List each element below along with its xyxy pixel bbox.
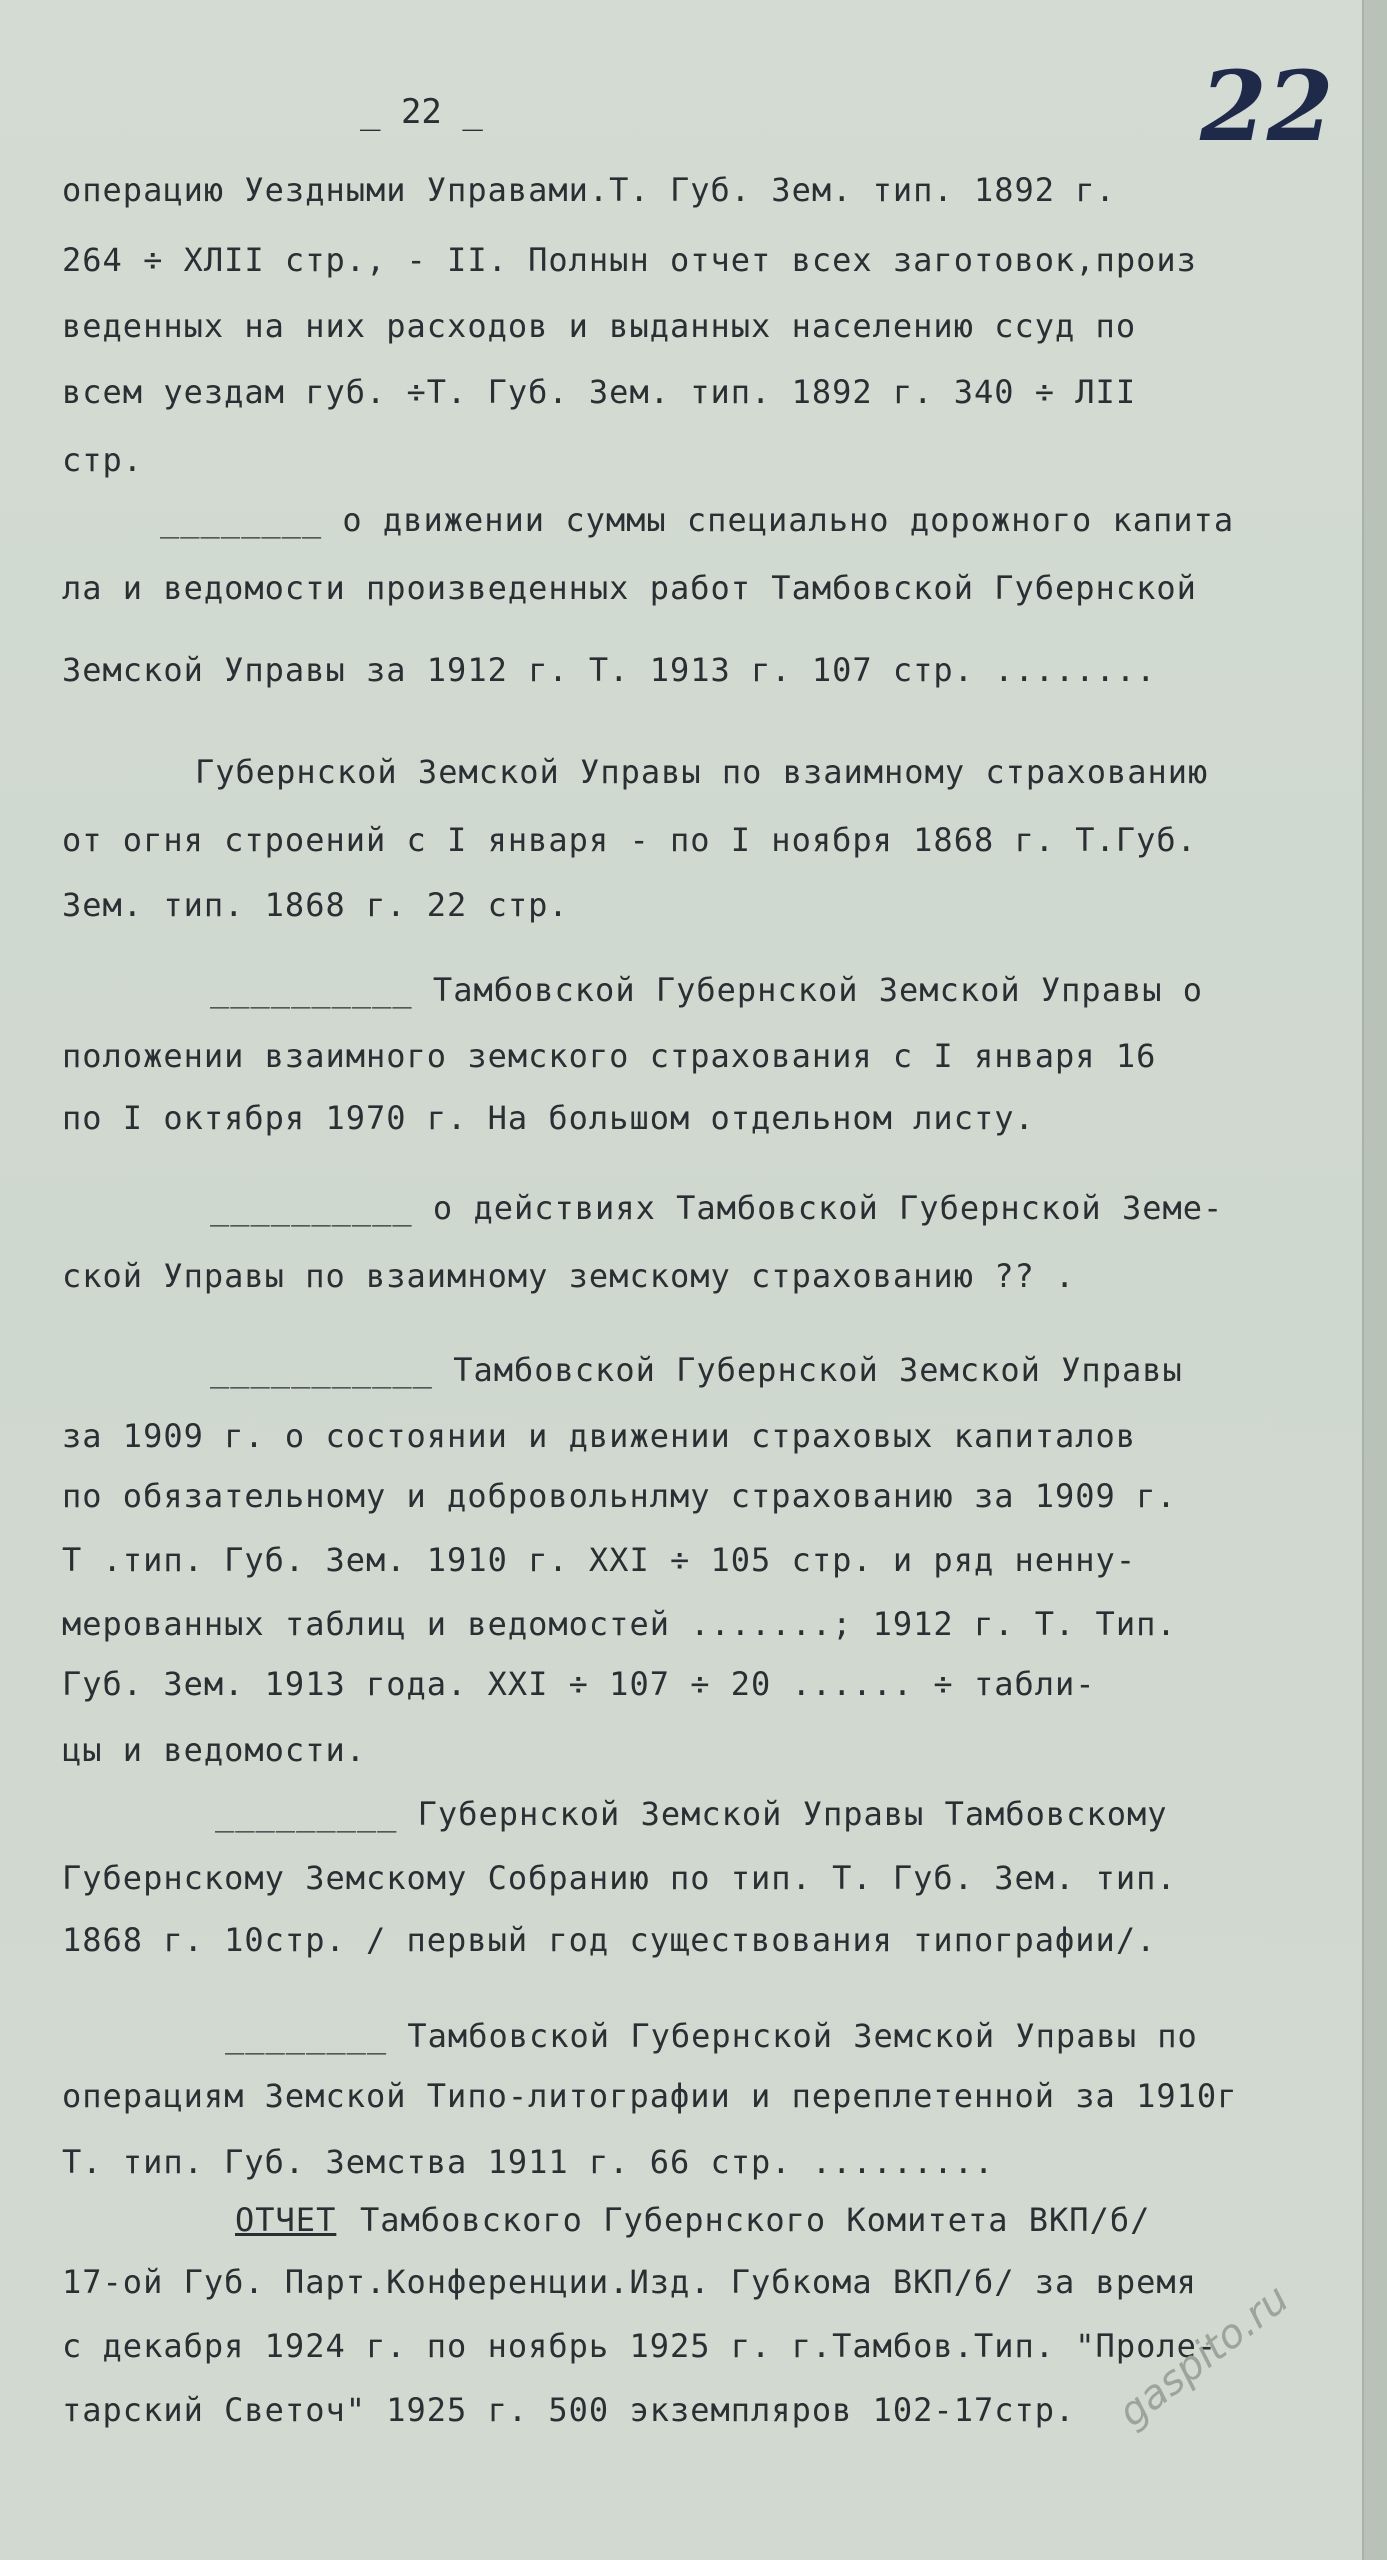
text-line: 17-ой Губ. Парт.Конференции.Изд. Губкома ВКП/б/ за время [62,2263,1197,2301]
text-line: положении взаимного земского страхования с I января 16 [62,1037,1157,1075]
text-line: ________ Тамбовской Губернской Земской Управы по [225,2017,1198,2055]
text-line: стр. [62,441,144,479]
text-line: 264 ÷ ХЛII стр., - II. Полнын отчет всех заготовок,произ [62,241,1197,279]
text-line: Зем. тип. 1868 г. 22 стр. [62,886,569,924]
text-line: всем уездам губ. ÷Т. Губ. Зем. тип. 1892 г. 340 ÷ ЛII [62,373,1137,411]
text-line: Земской Управы за 1912 г. Т. 1913 г. 107 стр. ........ [62,651,1157,689]
text-line: Губ. Зем. 1913 года. XXI ÷ 107 ÷ 20 ...... ÷ табли- [62,1665,1096,1703]
text-line: по I октября 1970 г. На большом отдельном листу. [62,1099,1035,1137]
text-line: Т. тип. Губ. Земства 1911 г. 66 стр. ......... [62,2143,995,2181]
page-number: _ 22 _ [360,92,483,132]
watermark: gaspito.ru [1110,2275,1298,2437]
text-line: операциям Земской Типо-литографии и переплетенной за 1910г [62,2077,1238,2115]
text-line: __________ Тамбовской Губернской Земской Управы о [210,971,1204,1009]
text-line: ________ о движении суммы специально дорожного капита [160,501,1235,539]
text-line: за 1909 г. о состоянии и движении страховых капиталов [62,1417,1137,1455]
otchet-heading: ОТЧЕТ [235,2201,337,2239]
text-line: Тамбовского Губернского Комитета ВКП/б/ [360,2201,1151,2239]
text-line: от огня строений с I января - по I ноября 1868 г. Т.Губ. [62,821,1197,859]
text-line: мерованных таблиц и ведомостей .......; 1912 г. Т. Тип. [62,1605,1177,1643]
text-line: ла и ведомости произведенных работ Тамбовской Губернской [62,569,1197,607]
text-line: Губернскому Земскому Собранию по тип. Т. Губ. Зем. тип. [62,1859,1177,1897]
text-line: веденных на них расходов и выданных населению ссуд по [62,307,1137,345]
text-line: Губернской Земской Управы по взаимному страхованию [195,753,1209,791]
handwritten-page-number: 22 [1200,50,1334,163]
text-line: по обязательному и добровольнлму страхованию за 1909 г. [62,1477,1177,1515]
text-line: тарский Светоч" 1925 г. 500 экземпляров 102-17стр. [62,2391,1076,2429]
text-line: ской Управы по взаимному земскому страхованию ?? . [62,1257,1076,1295]
text-line: цы и ведомости. [62,1731,366,1769]
page-edge [1362,0,1387,2560]
text-line: ___________ Тамбовской Губернской Земской Управы [210,1351,1183,1389]
text-line: Т .тип. Губ. Зем. 1910 г. XXI ÷ 105 стр. и ряд ненну- [62,1541,1137,1579]
text-line: 1868 г. 10стр. / первый год существования типографии/. [62,1921,1157,1959]
text-line: __________ о действиях Тамбовской Губернской Земе- [210,1189,1224,1227]
text-line: с декабря 1924 г. по ноябрь 1925 г. г.Тамбов.Тип. "Проле- [62,2327,1218,2365]
text-line: _________ Губернской Земской Управы Тамбовскому [215,1795,1168,1833]
text-line: операцию Уездными Управами.Т. Губ. Зем. тип. 1892 г. [62,171,1116,209]
